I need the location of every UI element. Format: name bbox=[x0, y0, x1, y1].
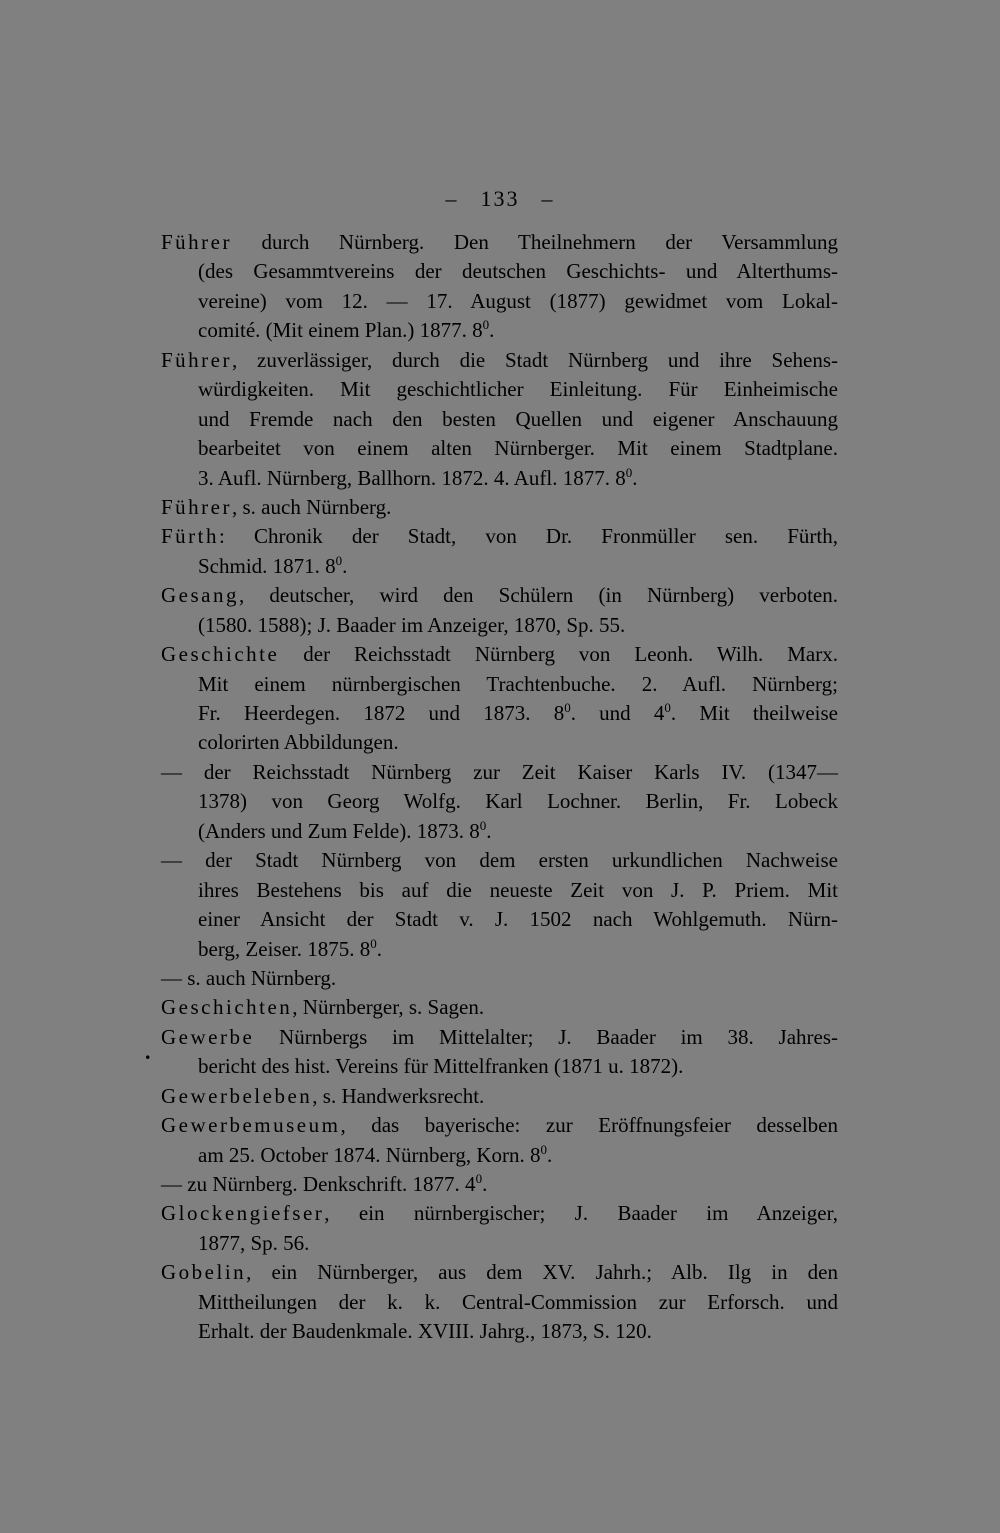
register-line bbox=[161, 1258, 838, 1287]
entry-text: der Reichsstadt Nürnberg von Leonh. Wilh. Marx. bbox=[279, 642, 838, 667]
entry-text: 1877, Sp. 56. bbox=[198, 1230, 310, 1255]
entry-text: 1378) von Georg Wolfg. Karl Lochner. Berlin, Fr. Lobeck bbox=[198, 789, 838, 814]
entry-text: Erhalt. der Baudenkmale. XVIII. Jahrg., 1873, S. 120. bbox=[198, 1319, 652, 1344]
register-line bbox=[161, 1052, 838, 1081]
entry-keyword: Gobelin bbox=[161, 1260, 247, 1285]
entry-text: bearbeitet von einem alten Nürnberger. Mit einem Stadtplane. bbox=[198, 436, 838, 461]
entry-text: — s. auch Nürnberg. bbox=[161, 965, 337, 990]
entry-keyword: Geschichten bbox=[161, 995, 293, 1020]
format-superscript: 0 bbox=[475, 1171, 483, 1186]
register-line bbox=[161, 846, 838, 875]
entry-text: , das bayerische: zur Eröffnungsfeier desselben bbox=[340, 1113, 838, 1138]
margin-mark: . bbox=[145, 1039, 151, 1064]
register-line bbox=[161, 817, 838, 846]
register-line bbox=[161, 1082, 838, 1111]
register-line bbox=[161, 228, 838, 257]
entry-text: durch Nürnberg. Den Theilnehmern der Versammlung bbox=[232, 230, 838, 254]
register-line bbox=[161, 1023, 838, 1052]
entry-keyword: Führer bbox=[161, 494, 232, 519]
entry-text: , s. auch Nürnberg. bbox=[232, 494, 392, 519]
entry-keyword: Gewerbemuseum bbox=[161, 1113, 341, 1138]
entry-keyword: Gesang bbox=[161, 583, 239, 608]
entry-text: würdigkeiten. Mit geschichtlicher Einleitung. Für Einheimische bbox=[198, 377, 838, 402]
register-line bbox=[161, 993, 838, 1022]
register-line bbox=[161, 935, 838, 964]
register-line bbox=[161, 670, 838, 699]
page-number-value: 133 bbox=[480, 186, 520, 211]
register-line bbox=[161, 1111, 838, 1140]
entry-text-after: . bbox=[632, 465, 638, 490]
register-line bbox=[161, 905, 838, 934]
register-line bbox=[161, 434, 838, 463]
entry-keyword: Geschichte bbox=[161, 642, 280, 667]
entry-text: , Nürnberger, s. Sagen. bbox=[292, 995, 485, 1020]
entry-text: colorirten Abbildungen. bbox=[198, 730, 399, 755]
register-line bbox=[161, 257, 838, 286]
entry-text: Schmid. 1871. 8 bbox=[198, 553, 336, 578]
entry-text: , ein nürnbergischer; J. Baader im Anzeiger, bbox=[324, 1201, 838, 1226]
register-line bbox=[161, 1317, 838, 1346]
register-line bbox=[161, 699, 838, 728]
format-superscript: 0 bbox=[625, 464, 633, 480]
register-line bbox=[161, 316, 838, 345]
entry-text: (1580. 1588); J. Baader im Anzeiger, 1870, Sp. 55. bbox=[198, 612, 626, 637]
register-text bbox=[161, 228, 838, 1347]
entry-text: (des Gesammtvereins der deutschen Geschichts- und Alterthums- bbox=[198, 259, 838, 284]
register-line bbox=[161, 611, 838, 640]
register-line bbox=[161, 1141, 838, 1170]
entry-text: Nürnbergs im Mittelalter; J. Baader im 38. Jahres- bbox=[254, 1024, 838, 1049]
register-line bbox=[161, 552, 838, 581]
register-line bbox=[161, 346, 838, 375]
entry-text: — der Reichsstadt Nürnberg zur Zeit Kaiser Karls IV. (1347— bbox=[161, 759, 838, 784]
entry-text-after: . bbox=[376, 936, 382, 961]
entry-text-after: . bbox=[342, 553, 348, 578]
entry-text-after: . bbox=[486, 818, 492, 843]
entry-keyword: Glockengiefser bbox=[161, 1201, 325, 1226]
page-number-dash-left: – bbox=[445, 186, 459, 211]
format-superscript: 0 bbox=[335, 552, 343, 568]
entry-text: : Chronik der Stadt, von Dr. Fronmüller sen. Fürth, bbox=[219, 524, 838, 549]
entry-text: und Fremde nach den besten Quellen und eigener Anschauung bbox=[198, 406, 838, 431]
entry-text-after: . bbox=[482, 1172, 488, 1196]
register-line bbox=[161, 522, 838, 551]
register-line bbox=[161, 581, 838, 610]
entry-text: — der Stadt Nürnberg von dem ersten urkundlichen Nachweise bbox=[161, 848, 838, 873]
entry-text: Mit einem nürnbergischen Trachtenbuche. 2. Aufl. Nürnberg; bbox=[198, 671, 838, 696]
entry-text: bericht des hist. Vereins für Mittelfranken (1871 u. 1872). bbox=[198, 1054, 684, 1079]
format-superscript: 0 bbox=[540, 1141, 548, 1157]
register-line bbox=[161, 493, 838, 522]
entry-text-after: . bbox=[489, 318, 495, 343]
register-line bbox=[161, 758, 838, 787]
entry-text: Mittheilungen der k. k. Central-Commission zur Erforsch. und bbox=[198, 1289, 838, 1314]
entry-text-after: . Mit theilweise bbox=[670, 701, 839, 725]
entry-text: — zu Nürnberg. Denkschrift. 1877. 4 bbox=[161, 1172, 476, 1196]
entry-text: (Anders und Zum Felde). 1873. 8 bbox=[198, 818, 480, 843]
register-line bbox=[161, 464, 838, 493]
format-superscript: 0 bbox=[370, 935, 377, 951]
page-number bbox=[0, 186, 1000, 212]
entry-keyword: Führer bbox=[161, 347, 232, 372]
entry-text: einer Ansicht der Stadt v. J. 1502 nach Wohlgemuth. Nürn- bbox=[198, 907, 838, 932]
register-line bbox=[161, 1288, 838, 1317]
entry-text: berg, Zeiser. 1875. 8 bbox=[198, 936, 371, 961]
format-superscript: 0 bbox=[664, 700, 671, 715]
register-line bbox=[161, 728, 838, 757]
register-line bbox=[161, 1199, 838, 1228]
entry-keyword: Gewerbe bbox=[161, 1024, 255, 1049]
entry-text: , zuverlässiger, durch die Stadt Nürnberg und ihre Sehens- bbox=[232, 347, 838, 372]
entry-text: , s. Handwerksrecht. bbox=[312, 1083, 485, 1108]
register-line bbox=[161, 405, 838, 434]
format-superscript: 0 bbox=[479, 817, 487, 833]
register-line bbox=[161, 1229, 838, 1258]
register-line bbox=[161, 787, 838, 816]
entry-keyword: Fürth bbox=[161, 524, 220, 549]
entry-text: am 25. October 1874. Nürnberg, Korn. 8 bbox=[198, 1142, 541, 1167]
register-line bbox=[161, 640, 838, 669]
entry-text: Fr. Heerdegen. 1872 und 1873. 8 bbox=[198, 701, 565, 725]
register-line bbox=[161, 876, 838, 905]
register-line bbox=[161, 375, 838, 404]
register-line bbox=[161, 964, 838, 993]
page-number-dash-right: – bbox=[541, 186, 555, 211]
entry-text: , ein Nürnberger, aus dem XV. Jahrh.; Alb. Ilg in den bbox=[246, 1260, 838, 1285]
entry-keyword: Gewerbeleben bbox=[161, 1083, 313, 1108]
register-line bbox=[161, 1170, 838, 1199]
entry-text-after: . und 4 bbox=[570, 701, 665, 725]
entry-text-after: . bbox=[547, 1142, 553, 1167]
entry-text: ihres Bestehens bis auf die neueste Zeit von J. P. Priem. Mit bbox=[198, 877, 838, 902]
format-superscript: 0 bbox=[564, 700, 571, 715]
entry-keyword: Führer bbox=[161, 230, 232, 254]
register-line bbox=[161, 287, 838, 316]
entry-text: comité. (Mit einem Plan.) 1877. 8 bbox=[198, 318, 483, 343]
entry-text: vereine) vom 12. — 17. August (1877) gewidmet vom Lokal- bbox=[198, 288, 838, 313]
format-superscript: 0 bbox=[482, 317, 490, 333]
entry-text: , deutscher, wird den Schülern (in Nürnberg) verboten. bbox=[238, 583, 838, 608]
entry-text: 3. Aufl. Nürnberg, Ballhorn. 1872. 4. Aufl. 1877. 8 bbox=[198, 465, 626, 490]
